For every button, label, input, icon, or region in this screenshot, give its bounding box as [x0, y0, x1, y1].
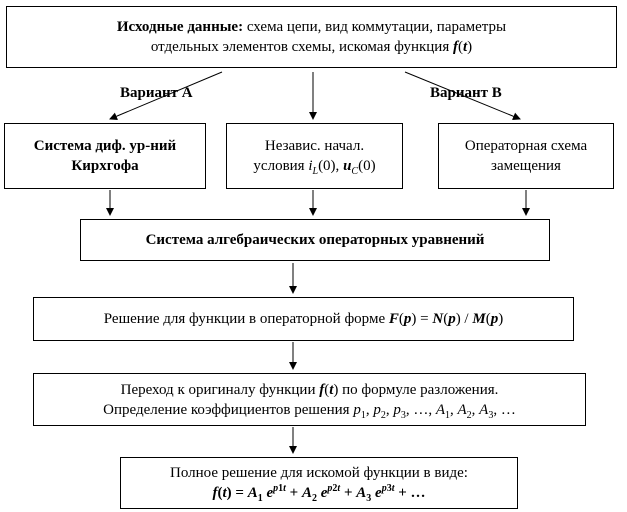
- final-solution-box: [120, 457, 518, 509]
- operator-solution-text: Решение для функции в операторной форме F(p) = N(p) / M(p): [103, 311, 504, 327]
- operator-scheme-line-2: замещения: [491, 158, 561, 174]
- final-formula: $f(t) = A_1$ $e^{p1t} + A_2$ $e^{p2t} + A_3$ $e^{p3t}$ + …: [212, 483, 426, 504]
- transition-box: [33, 373, 586, 426]
- kirchhoff-line-1: Система диф. ур-ний: [33, 138, 177, 154]
- source-line-1: Исходные данные: схема цепи, вид коммутации, параметры: [116, 19, 507, 35]
- final-line-1: Полное решение для искомой функции в виде:: [170, 465, 468, 481]
- transition-line-2: Определение коэффициентов решения $p_1$, $p_2$, $p_3$, …, $A_1$, $A_2$, $A_3$, …: [103, 401, 516, 421]
- operator-solution-box: [33, 297, 574, 341]
- source-line-2: отдельных элементов схемы, искомая функция f(t): [150, 39, 473, 55]
- variant-b-label: Вариант В: [430, 85, 502, 101]
- operator-scheme-box: [438, 123, 614, 189]
- source-title: Исходные данные:: [116, 19, 244, 35]
- algebraic-equations-box: [80, 219, 550, 261]
- variant-a-label: Вариант А: [120, 85, 193, 101]
- operator-scheme-line-1: Операторная схема: [464, 138, 588, 154]
- initial-line-2: условия $i_L(0)$, $u_C(0)$: [253, 158, 376, 177]
- initial-conditions-box: [226, 123, 403, 189]
- source-data-box: [6, 6, 617, 68]
- transition-line-1: Переход к оригиналу функции f(t) по формуле разложения.: [120, 381, 499, 398]
- kirchhoff-system-box: [4, 123, 206, 189]
- initial-line-1: Независ. начал.: [264, 138, 365, 154]
- algebraic-equations-label: Система алгебраических операторных уравнений: [145, 232, 485, 248]
- kirchhoff-line-2: Кирхгофа: [71, 158, 139, 174]
